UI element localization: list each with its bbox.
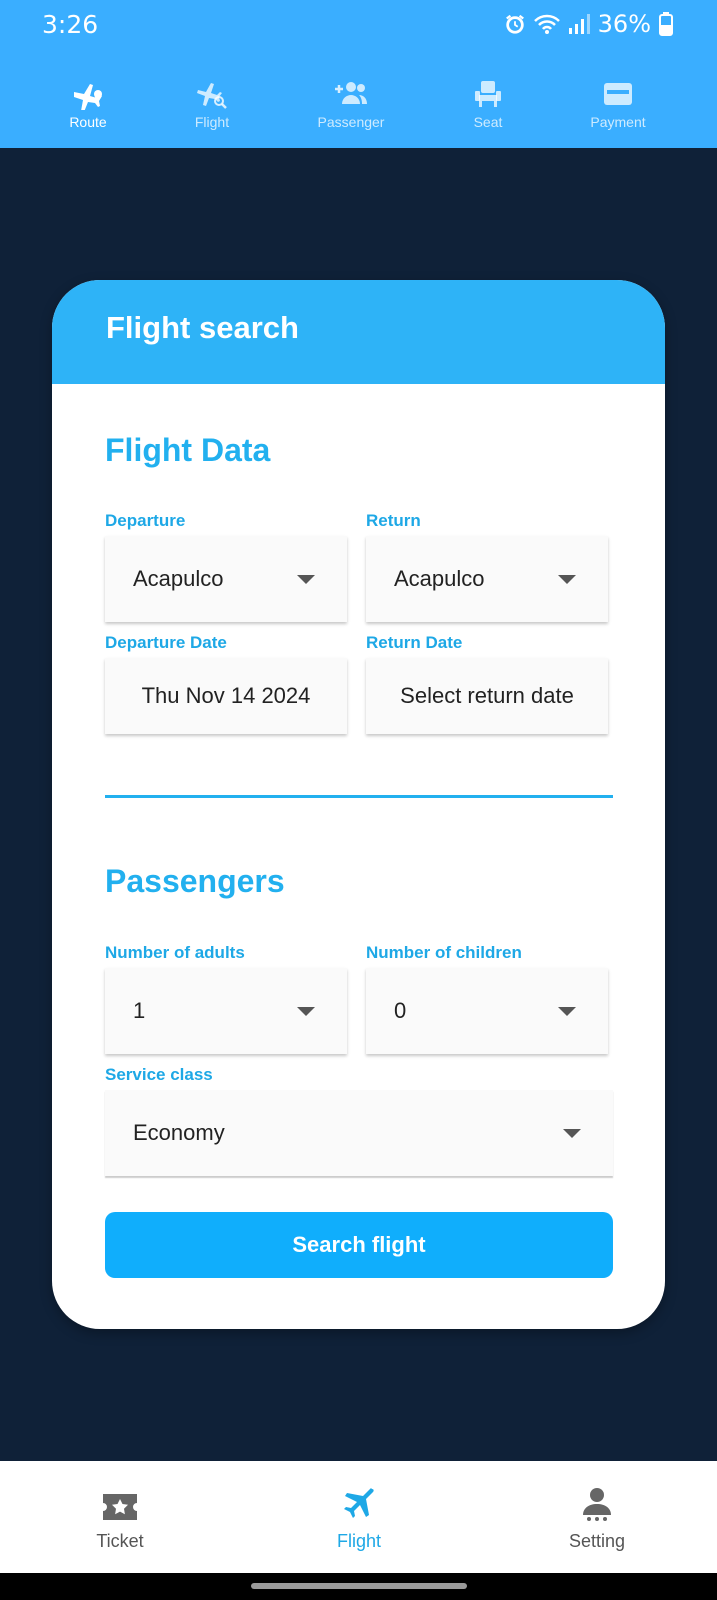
dropdown-arrow-icon (558, 575, 576, 584)
step-payment[interactable] (558, 78, 678, 130)
adults-value: 1 (133, 998, 146, 1023)
tab-setting[interactable] (517, 1461, 677, 1552)
children-label: Number of children (366, 943, 522, 962)
tab-label: Ticket (96, 1531, 144, 1551)
departure-select[interactable] (105, 536, 347, 622)
return-label: Return (366, 511, 421, 530)
children-value: 0 (394, 998, 407, 1023)
home-indicator[interactable] (251, 1583, 467, 1589)
wifi-icon (534, 13, 560, 35)
section-divider (105, 795, 613, 798)
card-icon (603, 81, 633, 107)
return-value: Acapulco (394, 566, 485, 591)
departure-date-label: Departure Date (105, 633, 227, 652)
status-time: 3:26 (42, 10, 99, 39)
tab-ticket[interactable] (40, 1461, 200, 1552)
system-navigation-bar (0, 1573, 717, 1600)
battery-percent: 36% (597, 10, 651, 38)
step-label: Flight (194, 114, 230, 130)
dropdown-arrow-icon (297, 1007, 315, 1016)
step-label: Seat (473, 114, 503, 130)
tab-label: Flight (336, 1531, 381, 1551)
adults-select[interactable] (105, 968, 347, 1054)
step-seat[interactable] (428, 78, 548, 130)
return-date-label: Return Date (366, 633, 463, 652)
dropdown-arrow-icon (563, 1129, 581, 1138)
adults-label: Number of adults (105, 943, 245, 962)
airplane-icon (342, 1487, 376, 1521)
flight-data-heading: Flight Data (105, 432, 271, 468)
return-date-picker[interactable] (366, 658, 608, 734)
step-label: Payment (590, 114, 646, 130)
departure-value: Acapulco (133, 566, 224, 591)
battery-icon (659, 12, 673, 36)
step-label: Route (69, 114, 107, 130)
plane-search-icon (196, 78, 228, 110)
step-route[interactable] (28, 78, 148, 130)
service-class-value: Economy (133, 1120, 225, 1145)
service-class-label: Service class (105, 1065, 213, 1084)
service-class-select[interactable] (105, 1090, 613, 1176)
return-date-value: Select return date (400, 683, 574, 708)
dropdown-arrow-icon (558, 1007, 576, 1016)
dropdown-arrow-icon (297, 575, 315, 584)
card-title: Flight search (106, 310, 299, 345)
bottom-navigation (0, 1461, 717, 1573)
seat-icon (473, 79, 503, 109)
step-flight[interactable] (152, 78, 272, 130)
ticket-icon (102, 1493, 138, 1521)
departure-label: Departure (105, 511, 186, 530)
step-label: Passenger (317, 114, 385, 130)
status-icons (504, 10, 673, 38)
card-header (52, 280, 665, 384)
top-app-bar (0, 0, 717, 148)
step-passenger[interactable] (291, 78, 411, 130)
search-flight-button[interactable]: Search flight (105, 1212, 613, 1278)
tab-label: Setting (568, 1531, 626, 1551)
return-select[interactable] (366, 536, 608, 622)
passengers-heading: Passengers (105, 863, 285, 899)
alarm-icon (504, 13, 526, 35)
flight-search-card (52, 280, 665, 1329)
tab-flight[interactable] (279, 1461, 439, 1552)
add-passengers-icon (334, 80, 368, 108)
booking-steps (0, 78, 717, 140)
plane-pin-icon (72, 78, 104, 110)
children-select[interactable] (366, 968, 608, 1054)
departure-date-value: Thu Nov 14 2024 (141, 683, 311, 708)
user-settings-icon (580, 1487, 614, 1521)
departure-date-picker[interactable] (105, 658, 347, 734)
signal-icon (568, 13, 590, 35)
